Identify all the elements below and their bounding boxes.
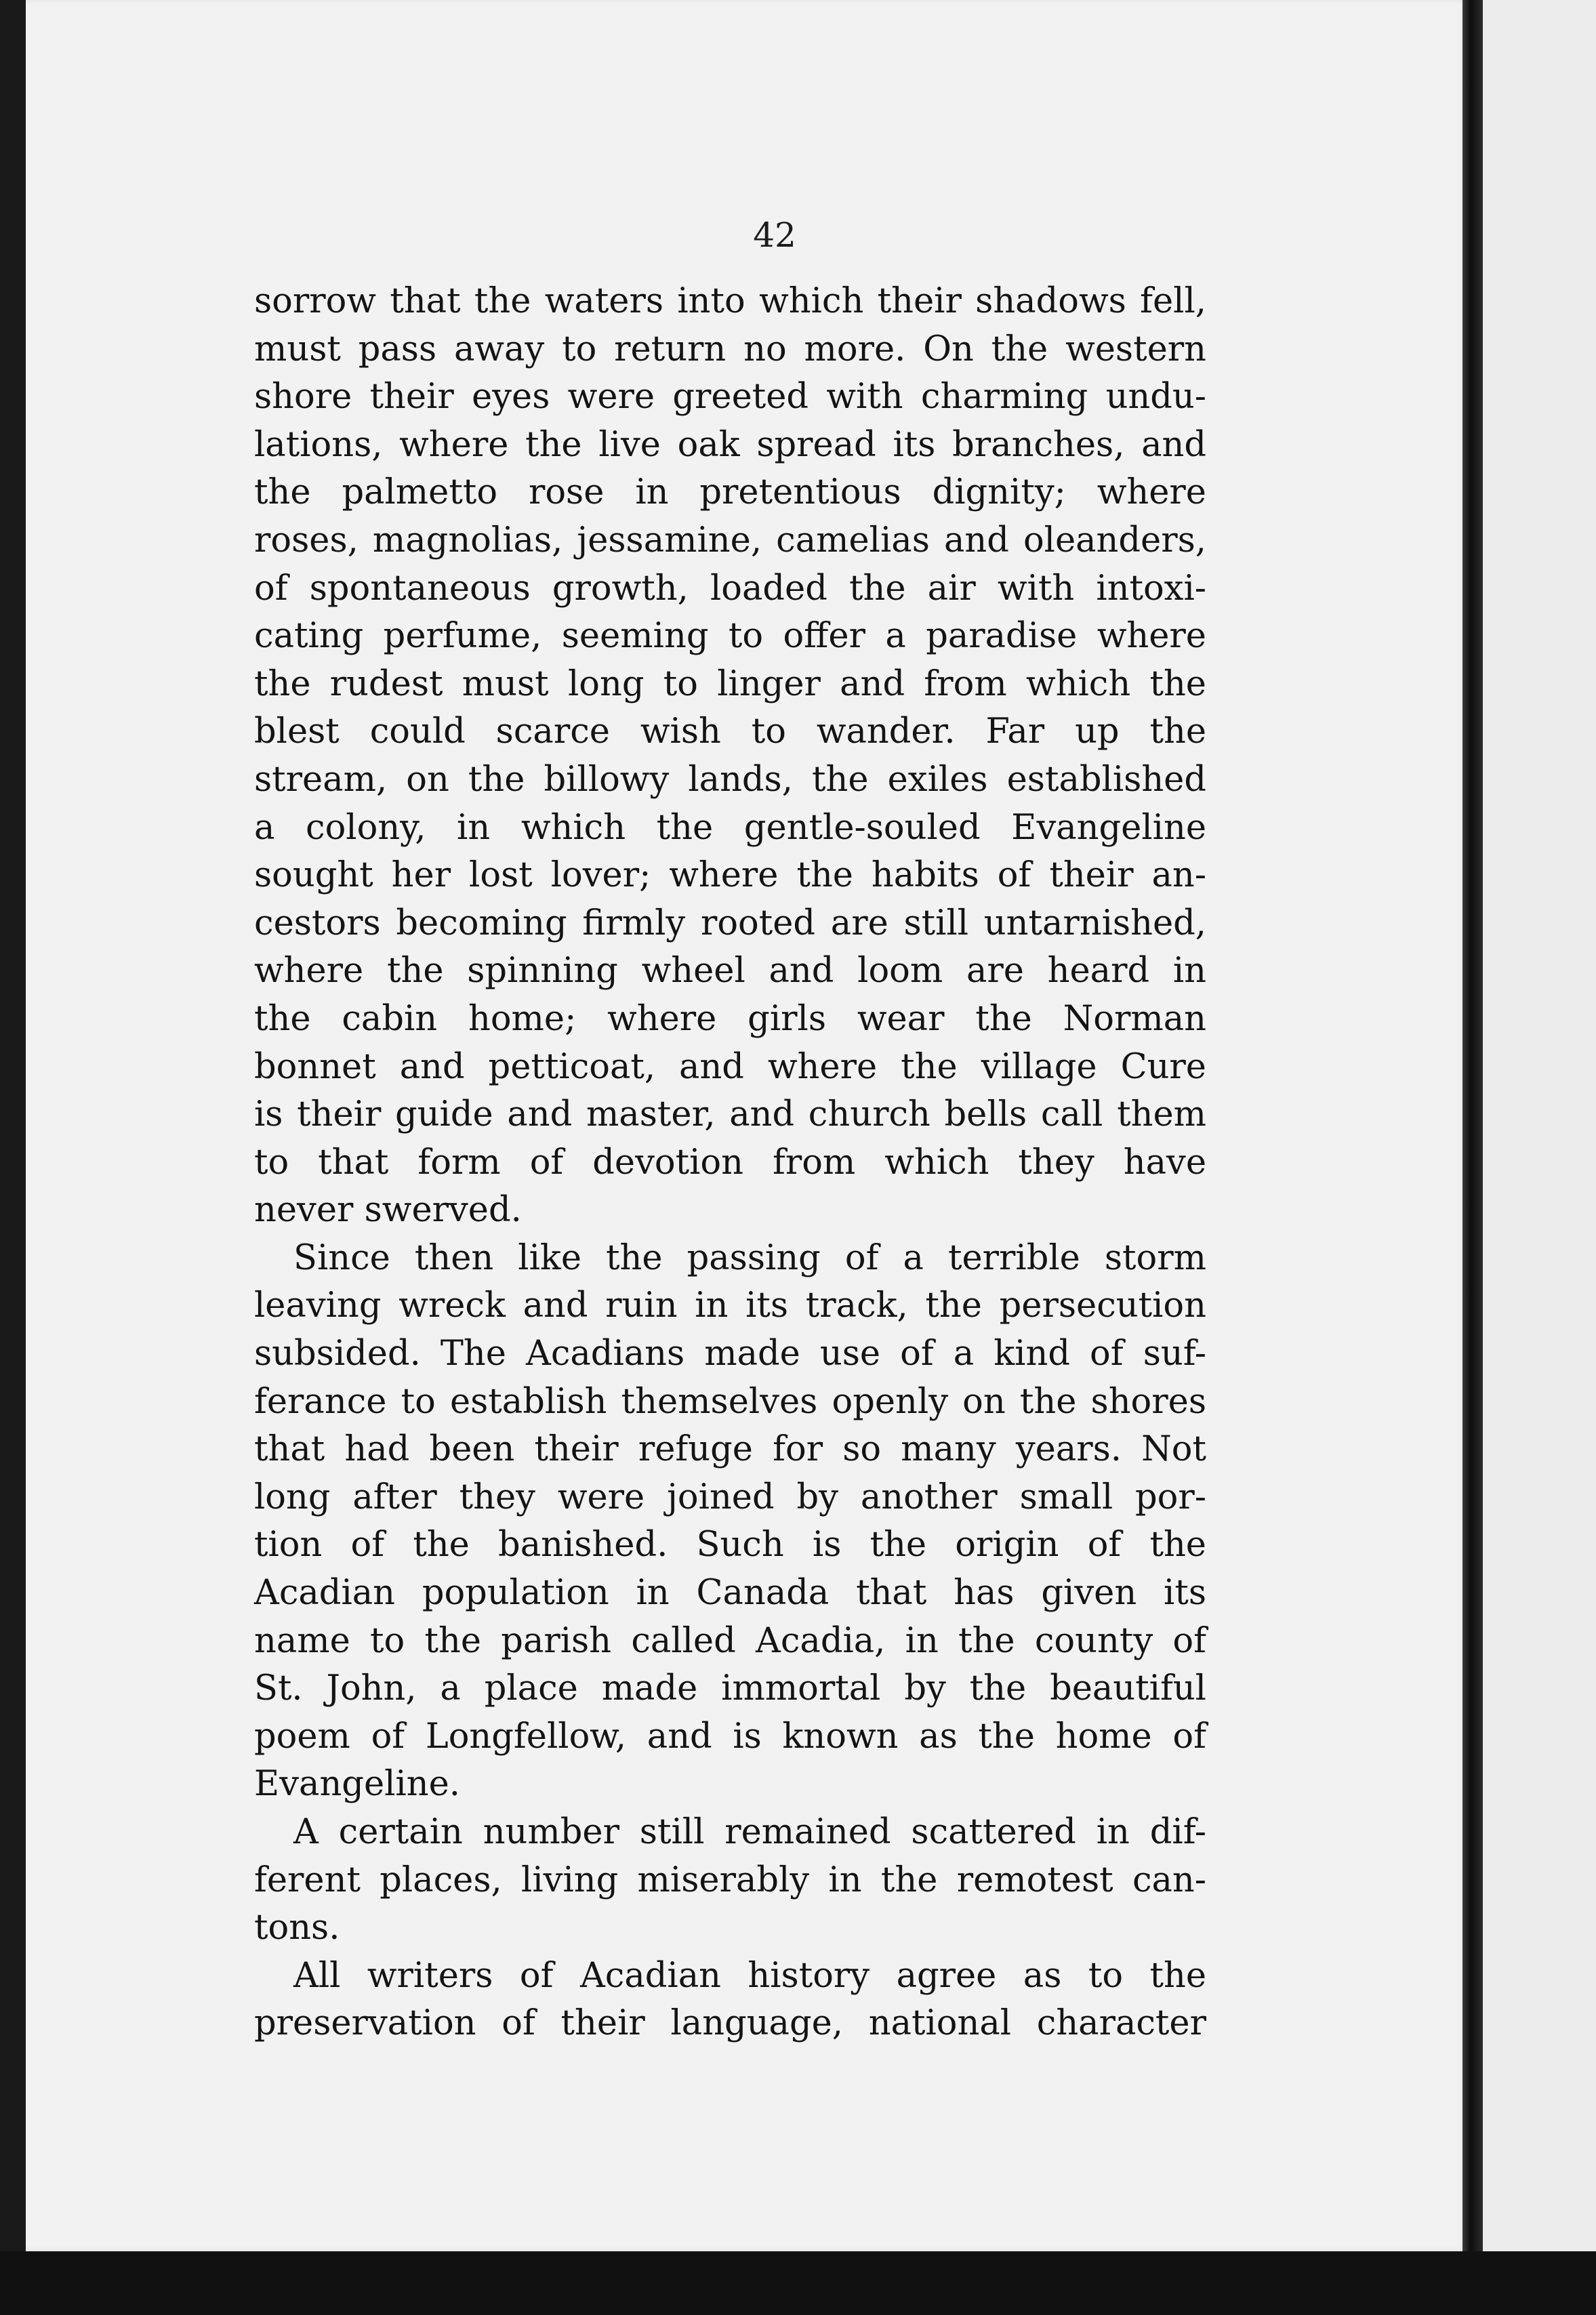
text-line: tion of the banished. Such is the origin of the: [254, 1525, 1206, 1565]
text-line: St. John, a place made immortal by the beautiful: [254, 1668, 1206, 1709]
text-line: lations, where the live oak spread its branches, and: [254, 424, 1206, 465]
text-line: All writers of Acadian history agree as to the: [293, 1955, 1206, 1996]
text-line: A certain number still remained scattered in dif-: [293, 1812, 1206, 1852]
text-line: must pass away to return no more. On the western: [254, 329, 1206, 369]
book-spine: [1462, 0, 1483, 2251]
text-line: long after they were joined by another small por-: [254, 1477, 1206, 1517]
text-line: of spontaneous growth, loaded the air with intoxi-: [254, 568, 1206, 609]
text-line: ferance to establish themselves openly on the shores: [254, 1381, 1206, 1422]
text-line: leaving wreck and ruin in its track, the persecution: [254, 1286, 1206, 1326]
text-line: stream, on the billowy lands, the exiles established: [254, 759, 1206, 800]
text-line: preservation of their language, national character: [254, 2003, 1206, 2044]
page-number: 42: [753, 216, 796, 255]
text-line: to that form of devotion from which they have: [254, 1142, 1206, 1183]
scan-border-bottom: [0, 2251, 1596, 2315]
text-line: roses, magnolias, jessamine, camelias and oleanders,: [254, 520, 1206, 560]
text-line: Evangeline.: [254, 1764, 460, 1805]
text-line: the cabin home; where girls wear the Norman: [254, 998, 1206, 1039]
text-line: is their guide and master, and church bells call them: [254, 1094, 1206, 1135]
text-line: blest could scarce wish to wander. Far up the: [254, 712, 1206, 752]
text-line: Acadian population in Canada that has given its: [254, 1573, 1206, 1614]
facing-page-edge: [1483, 0, 1596, 2251]
scan-border-left: [0, 0, 26, 2315]
text-line: cestors becoming firmly rooted are still untarnished,: [254, 903, 1206, 943]
text-line: name to the parish called Acadia, in the county of: [254, 1620, 1206, 1661]
text-line: cating perfume, seeming to offer a paradise where: [254, 616, 1206, 657]
text-line: subsided. The Acadians made use of a kind of suf-: [254, 1334, 1206, 1374]
text-line: bonnet and petticoat, and where the village Cure: [254, 1046, 1206, 1087]
text-line: the palmetto rose in pretentious dignity; where: [254, 472, 1206, 513]
body-text: [254, 278, 1206, 2048]
text-line: where the spinning wheel and loom are heard in: [254, 951, 1206, 991]
text-line: poem of Longfellow, and is known as the home of: [254, 1716, 1206, 1757]
text-line: a colony, in which the gentle-souled Evangeline: [254, 807, 1206, 848]
text-line: Since then like the passing of a terrible storm: [293, 1237, 1206, 1278]
text-line: shore their eyes were greeted with charming undu-: [254, 377, 1206, 417]
text-line: that had been their refuge for so many years. Not: [254, 1429, 1206, 1470]
text-line: never swerved.: [254, 1190, 522, 1231]
text-line: the rudest must long to linger and from which the: [254, 663, 1206, 704]
text-line: sought her lost lover; where the habits of their an-: [254, 855, 1206, 896]
text-line: sorrow that the waters into which their shadows fell,: [254, 281, 1206, 321]
text-line: ferent places, living miserably in the remotest can-: [254, 1860, 1206, 1900]
text-line: tons.: [254, 1908, 340, 1948]
